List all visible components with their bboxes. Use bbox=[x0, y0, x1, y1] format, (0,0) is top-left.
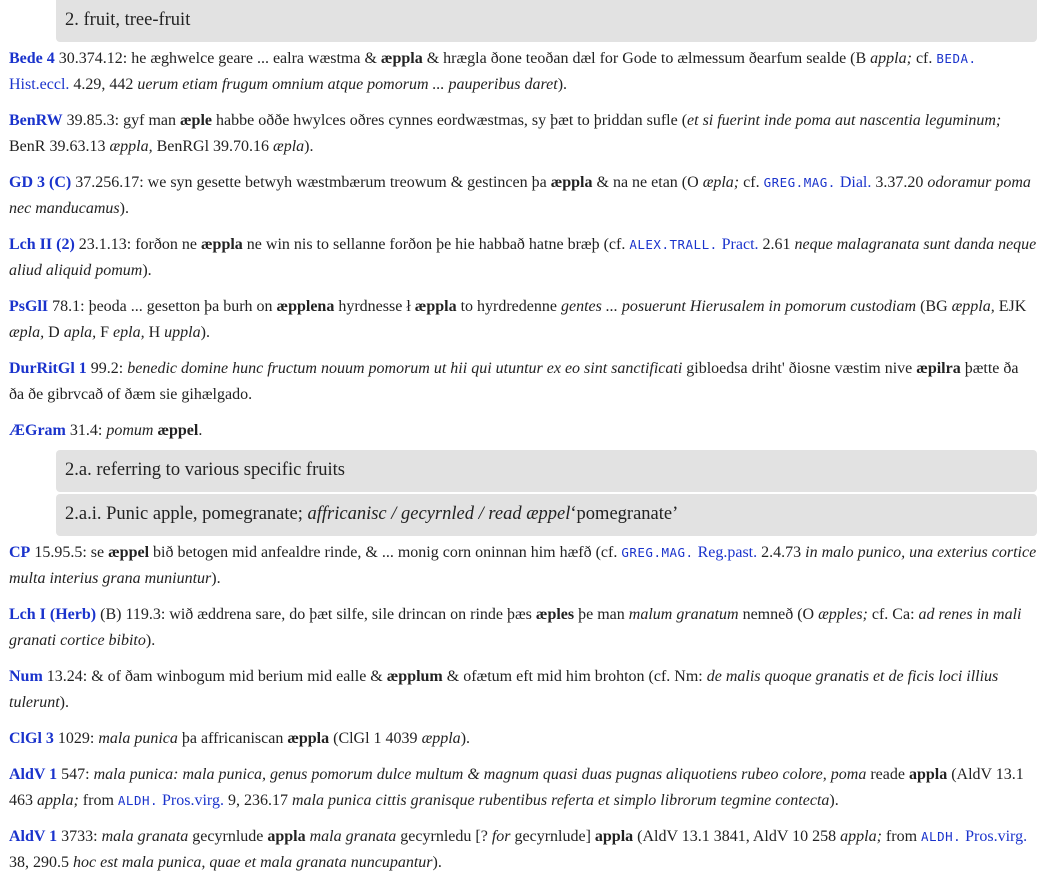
sense-label: fruit, tree-fruit bbox=[83, 10, 191, 30]
latin-text: mala punica: mala punica, genus pomorum dulce multum & magnum quasi duas pugnas aliquotiens rubeo colore, poma bbox=[93, 766, 867, 783]
citation-text: (BG bbox=[916, 298, 952, 315]
latin-text: pomum bbox=[106, 422, 154, 439]
work-link[interactable]: Hist.eccl. bbox=[9, 76, 70, 93]
sense-heading-2ai bbox=[56, 494, 1037, 536]
headword-form: æples bbox=[535, 606, 575, 623]
citation-entry bbox=[9, 356, 1037, 408]
source-link[interactable]: ÆGram bbox=[9, 422, 66, 439]
latin-text: et si fuerint inde poma aut nascentia leguminum; bbox=[687, 112, 1002, 129]
citation-text: & hrægla ðone teoðan dæl for Gode to ælmessum ðearfum sealde (B bbox=[422, 50, 871, 67]
citation-text: 1029: bbox=[53, 730, 99, 747]
citation-entry bbox=[9, 418, 1037, 444]
latin-text: apla, bbox=[63, 324, 97, 341]
citation-text: BenRGl 39.70.16 bbox=[152, 138, 274, 155]
latin-text: malum granatum bbox=[628, 606, 739, 623]
headword-form: appla bbox=[908, 766, 948, 783]
citation-text: 547: bbox=[57, 766, 94, 783]
author-link[interactable]: GREG.MAG. bbox=[763, 175, 836, 190]
source-link[interactable]: GD 3 (C) bbox=[9, 174, 72, 191]
citation-text: . bbox=[198, 422, 203, 439]
citation-text: 99.2: bbox=[86, 360, 128, 377]
citation-text: 2.4.73 bbox=[757, 544, 806, 561]
latin-text: appla; bbox=[37, 792, 79, 809]
citation-text: 9, 236.17 bbox=[223, 792, 292, 809]
latin-text: neque malagranata sunt danda neque aliud aliquid pomum bbox=[9, 236, 1037, 279]
citation-text: F bbox=[96, 324, 114, 341]
citation-text: 13.24: & of ðam winbogum mid berium mid ealle & bbox=[42, 668, 387, 685]
latin-text: æppla, bbox=[951, 298, 995, 315]
citation-text: ). bbox=[145, 632, 156, 649]
latin-text: benedic domine hunc fructum nouum pomorum ut hii qui utuntur ex eo sint sanctificati bbox=[127, 360, 683, 377]
sense-heading-2 bbox=[56, 0, 1037, 42]
citation-text: cf. Ca: bbox=[867, 606, 919, 623]
citation-text: 37.256.17: we syn gesette betwyh wæstmbærum treowum & gestincen þa bbox=[71, 174, 551, 191]
citation-entry bbox=[9, 294, 1037, 346]
latin-text: epla, bbox=[113, 324, 145, 341]
author-link[interactable]: BEDA. bbox=[936, 51, 977, 66]
citation-text: (AldV 13.1 3841, AldV 10 258 bbox=[633, 828, 841, 845]
latin-text: for bbox=[491, 828, 511, 845]
latin-text: hoc est mala punica, quae et mala granata nuncupantur bbox=[73, 854, 433, 871]
citation-text: gibloedsa driht' ðiosne væstim nive bbox=[682, 360, 917, 377]
citation-text: ). bbox=[200, 324, 210, 341]
sense-note: affricanisc / gecyrnled / read æppel bbox=[307, 504, 571, 524]
citation-text: habbe oððe hwylces oðres cynnes eordwæstmas, sy þæt to þriddan sufle ( bbox=[212, 112, 688, 129]
citation-text: (AldV 13.1 463 bbox=[9, 766, 1024, 809]
citation-text: 23.1.13: forðon ne bbox=[74, 236, 201, 253]
sense-label: referring to various specific fruits bbox=[96, 460, 345, 480]
author-link[interactable]: GREG.MAG. bbox=[621, 545, 694, 560]
headword-form: æpplena bbox=[276, 298, 335, 315]
citation-text: cf. bbox=[911, 50, 937, 67]
citation-text: 78.1: þeoda ... gesetton þa burh on bbox=[48, 298, 277, 315]
source-link[interactable]: ClGl 3 bbox=[9, 730, 54, 747]
latin-text: mala granata bbox=[101, 828, 189, 845]
citation-text: ). bbox=[119, 200, 129, 217]
work-link[interactable]: Dial. bbox=[839, 174, 872, 191]
citation-text: ). bbox=[460, 730, 471, 747]
headword-form: æppel bbox=[108, 544, 150, 561]
author-link[interactable]: ALEX.TRALL. bbox=[629, 237, 718, 252]
headword-form: æpilra bbox=[916, 360, 961, 377]
headword-form: æppla bbox=[550, 174, 593, 191]
citation-text: ). bbox=[211, 570, 221, 587]
headword-form: æppla bbox=[287, 730, 330, 747]
source-link[interactable]: BenRW bbox=[9, 112, 63, 129]
citation-text: 3733: bbox=[57, 828, 102, 845]
work-link[interactable]: Pros.virg. bbox=[162, 792, 224, 809]
citation-text: gecyrnlude bbox=[188, 828, 268, 845]
latin-text: æpla; bbox=[702, 174, 740, 191]
citation-text: 2.61 bbox=[758, 236, 795, 253]
citation-text: bið betogen mid anfealdre rinde, & ... monig corn oninnan him hæfð (cf. bbox=[149, 544, 622, 561]
headword-form: æpplum bbox=[386, 668, 443, 685]
citation-entry bbox=[9, 540, 1037, 592]
citation-text: ne win nis to sellanne forðon þe hie habbað hatne bræþ (cf. bbox=[242, 236, 630, 253]
source-link[interactable]: PsGlI bbox=[9, 298, 49, 315]
citation-text: 15.95.5: se bbox=[30, 544, 109, 561]
citation-text: ). bbox=[59, 694, 69, 711]
headword-form: æppla bbox=[200, 236, 243, 253]
citation-text: reade bbox=[866, 766, 909, 783]
latin-text: mala punica bbox=[98, 730, 178, 747]
citation-text: þa affricaniscan bbox=[177, 730, 288, 747]
citation-text: & ofætum eft mid him brohton (cf. Nm: bbox=[442, 668, 707, 685]
citation-text: & na ne etan (O bbox=[592, 174, 703, 191]
source-link[interactable]: AldV 1 bbox=[9, 766, 58, 783]
citation-entry bbox=[9, 762, 1037, 814]
latin-text: æppla bbox=[421, 730, 461, 747]
sense-gloss: ‘pomegranate’ bbox=[570, 504, 679, 524]
latin-text: de malis quoque granatis et de ficis loci illius tulerunt bbox=[9, 668, 999, 711]
latin-text: appla; bbox=[870, 50, 912, 67]
citation-text: 39.85.3: gyf man bbox=[62, 112, 180, 129]
citation-text: BenR 39.63.13 bbox=[9, 138, 110, 155]
latin-text: æpla, bbox=[9, 324, 45, 341]
work-link[interactable]: Reg.past. bbox=[697, 544, 758, 561]
latin-text: uerum etiam frugum omnium atque pomorum ... pauperibus daret bbox=[137, 76, 558, 93]
source-link[interactable]: Bede 4 bbox=[9, 50, 55, 67]
latin-text: æppla, bbox=[109, 138, 153, 155]
latin-text: appla; bbox=[840, 828, 882, 845]
latin-text: in malo punico, una exterius cortice multa interius grana muniuntur bbox=[9, 544, 1037, 587]
work-link[interactable]: Pros.virg. bbox=[965, 828, 1028, 845]
citation-text: ). bbox=[829, 792, 839, 809]
citation-entry bbox=[9, 46, 1037, 98]
headword-form: appla bbox=[594, 828, 634, 845]
citation-text: 31.4: bbox=[65, 422, 107, 439]
citation-text: H bbox=[144, 324, 165, 341]
citation-text: ). bbox=[557, 76, 568, 93]
headword-form: æppel bbox=[157, 422, 199, 439]
citation-entry bbox=[9, 726, 1037, 752]
latin-text: gentes ... posuerunt Hierusalem in pomorum custodiam bbox=[560, 298, 917, 315]
latin-text: uppla bbox=[164, 324, 201, 341]
citation-text: 38, 290.5 bbox=[9, 854, 73, 871]
citation-group-2ai bbox=[9, 540, 1037, 876]
citation-text: gecyrnledu [? bbox=[396, 828, 492, 845]
sense-label: Punic apple, pomegranate; bbox=[106, 504, 308, 524]
citation-text: ). bbox=[432, 854, 442, 871]
source-link[interactable]: AldV 1 bbox=[9, 828, 58, 845]
citation-text: EJK bbox=[994, 298, 1027, 315]
headword-form: æple bbox=[180, 112, 212, 129]
citation-text: to hyrdredenne bbox=[456, 298, 561, 315]
author-link[interactable]: ALDH. bbox=[921, 829, 962, 844]
source-link[interactable]: Lch I (Herb) bbox=[9, 606, 97, 623]
citation-entry bbox=[9, 170, 1037, 222]
author-link[interactable]: ALDH. bbox=[117, 793, 159, 808]
citation-text: 30.374.12: he æghwelce geare ... ealra wæstma & bbox=[54, 50, 381, 67]
latin-text: ad renes in mali granati cortice bibito bbox=[9, 606, 1022, 649]
latin-text: æpples; bbox=[818, 606, 868, 623]
latin-text: odoramur poma nec manducamus bbox=[9, 174, 1031, 217]
work-link[interactable]: Pract. bbox=[721, 236, 759, 253]
citation-entry bbox=[9, 602, 1037, 654]
citation-text: D bbox=[44, 324, 64, 341]
headword-form: æppla bbox=[380, 50, 423, 67]
citation-entry bbox=[9, 824, 1037, 876]
latin-text: mala punica cittis granisque rubentibus referta et simplo librorum tegmine contecta bbox=[291, 792, 830, 809]
citation-text: 4.29, 442 bbox=[69, 76, 138, 93]
citation-text: (ClGl 1 4039 bbox=[329, 730, 422, 747]
citation-text: hyrdnesse ł bbox=[334, 298, 415, 315]
source-link[interactable]: Lch II (2) bbox=[9, 236, 75, 253]
citation-entry bbox=[9, 232, 1037, 284]
sense-heading-2a bbox=[56, 450, 1037, 492]
citation-entry bbox=[9, 108, 1037, 160]
source-link[interactable]: DurRitGl 1 bbox=[9, 360, 87, 377]
citation-text: (B) 119.3: wið æddrena sare, do þæt silfe, sile drincan on rinde þæs bbox=[96, 606, 536, 623]
citation-text: from bbox=[78, 792, 118, 809]
sense-number: 2. bbox=[65, 10, 79, 30]
citation-text: 3.37.20 bbox=[871, 174, 928, 191]
citation-text: nemneð (O bbox=[738, 606, 819, 623]
headword-form: appla bbox=[267, 828, 306, 845]
citation-text: ). bbox=[142, 262, 152, 279]
headword-form: æppla bbox=[414, 298, 457, 315]
citation-entry bbox=[9, 664, 1037, 716]
citation-text: gecyrnlude] bbox=[510, 828, 595, 845]
sense-number: 2.a.i. bbox=[65, 504, 102, 524]
source-link[interactable]: Num bbox=[9, 668, 43, 685]
citation-text: from bbox=[881, 828, 922, 845]
citation-text: cf. bbox=[739, 174, 764, 191]
source-link[interactable]: CP bbox=[9, 544, 31, 561]
citation-text: þætte ða ða ðe gibrvcað of ðæm sie gihælgado. bbox=[9, 360, 1019, 403]
sense-number: 2.a. bbox=[65, 460, 92, 480]
citation-text: ). bbox=[304, 138, 314, 155]
latin-text: mala granata bbox=[309, 828, 397, 845]
citation-text: þe man bbox=[574, 606, 629, 623]
citation-group-2 bbox=[9, 46, 1037, 444]
latin-text: æpla bbox=[273, 138, 305, 155]
